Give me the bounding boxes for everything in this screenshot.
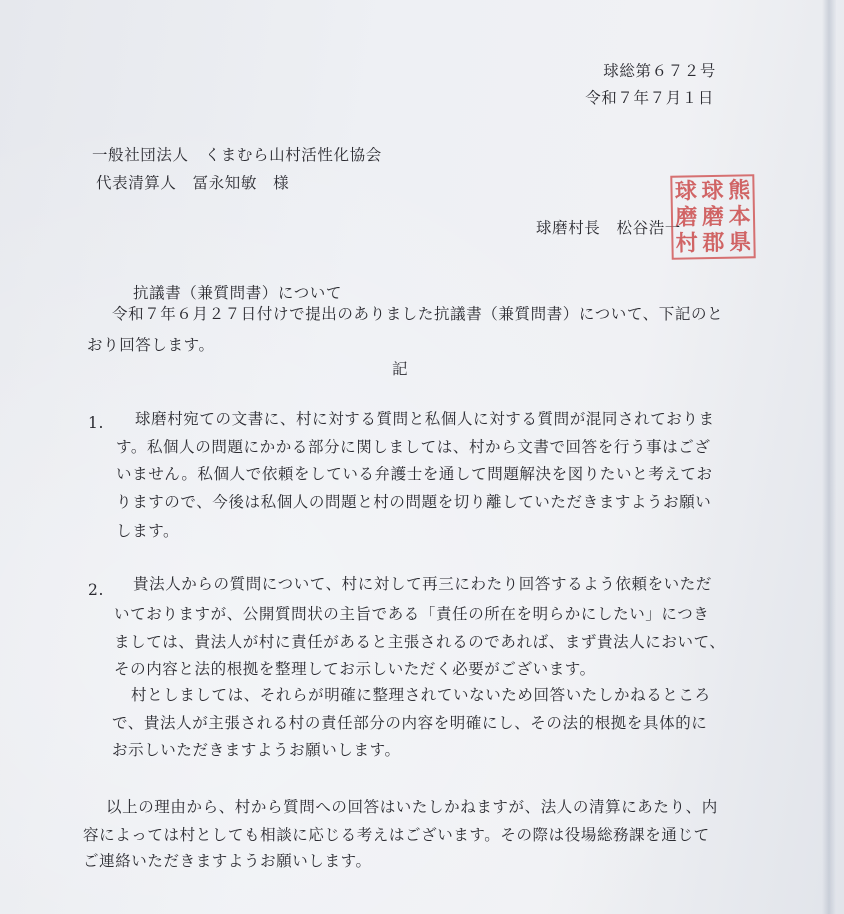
sender-name: 球磨村長 松谷浩一 <box>536 219 681 237</box>
sleeve-edge <box>822 0 836 914</box>
recipient-person: 代表清算人 冨永知敏 様 <box>96 174 290 192</box>
intro-line-2: おり回答します。 <box>87 336 215 354</box>
item-1-line-5: します。 <box>116 522 180 540</box>
item-2-line-7: お示しいただきますようお願いします。 <box>112 741 401 759</box>
intro-line-1: 令和７年６月２７日付けで提出のありました抗議書（兼質問書）について、下記のと <box>112 305 724 323</box>
item-2-line-3: ましては、貴法人が村に責任があると主張されるのであれば、まず貴法人において、 <box>114 633 726 651</box>
item-2-line-2: いておりますが、公開質問状の主旨である「責任の所在を明らかにしたい」につき <box>114 605 710 623</box>
item-1-line-4: りますので、今後は私個人の問題と村の問題を切り離していただきますようお願い <box>116 493 712 511</box>
ki-heading: 記 <box>392 360 409 378</box>
item-1-line-2: す。私個人の問題にかかる部分に関しましては、村から文書で回答を行う事はござ <box>116 438 711 456</box>
item-2-line-1: 貴法人からの質問について、村に対して再三にわたり回答するよう依頼をいただ <box>133 575 712 593</box>
item-2-line-5: 村としましては、それらが明確に整理されていないため回答いたしかねるところ <box>131 686 711 704</box>
official-seal: 熊 本 県 球 磨 郡 球 磨 村 <box>670 174 755 259</box>
item-1-line-3: いません。私個人で依頼をしている弁護士を通して問題解決を図りたいと考えてお <box>116 465 713 483</box>
subject-line: 抗議書（兼質問書）について <box>133 284 342 302</box>
closing-line-2: 容によっては村としても相談に応じる考えはございます。その際は役場総務課を通じて <box>83 826 710 844</box>
item-2-line-6: で、貴法人が主張される村の責任部分の内容を明確にし、その法的根拠を具体的に <box>112 714 708 732</box>
item-2-number: 2. <box>88 581 104 599</box>
recipient-organization: 一般社団法人 くまむら山村活性化協会 <box>92 146 382 164</box>
item-1-number: 1. <box>88 414 104 432</box>
closing-line-3: ご連絡いただきますようお願いします。 <box>83 852 372 870</box>
item-1-line-1: 球磨村宛ての文書に、村に対する質問と私個人に対する質問が混同されておりま <box>135 410 715 428</box>
document-date: 令和７年７月１日 <box>585 89 714 107</box>
item-2-line-4: その内容と法的根拠を整理してお示しいただく必要がございます。 <box>114 660 596 678</box>
closing-line-1: 以上の理由から、村から質問への回答はいたしかねますが、法人の清算にあたり、内 <box>106 798 718 816</box>
document-number: 球総第６７２号 <box>603 62 716 80</box>
